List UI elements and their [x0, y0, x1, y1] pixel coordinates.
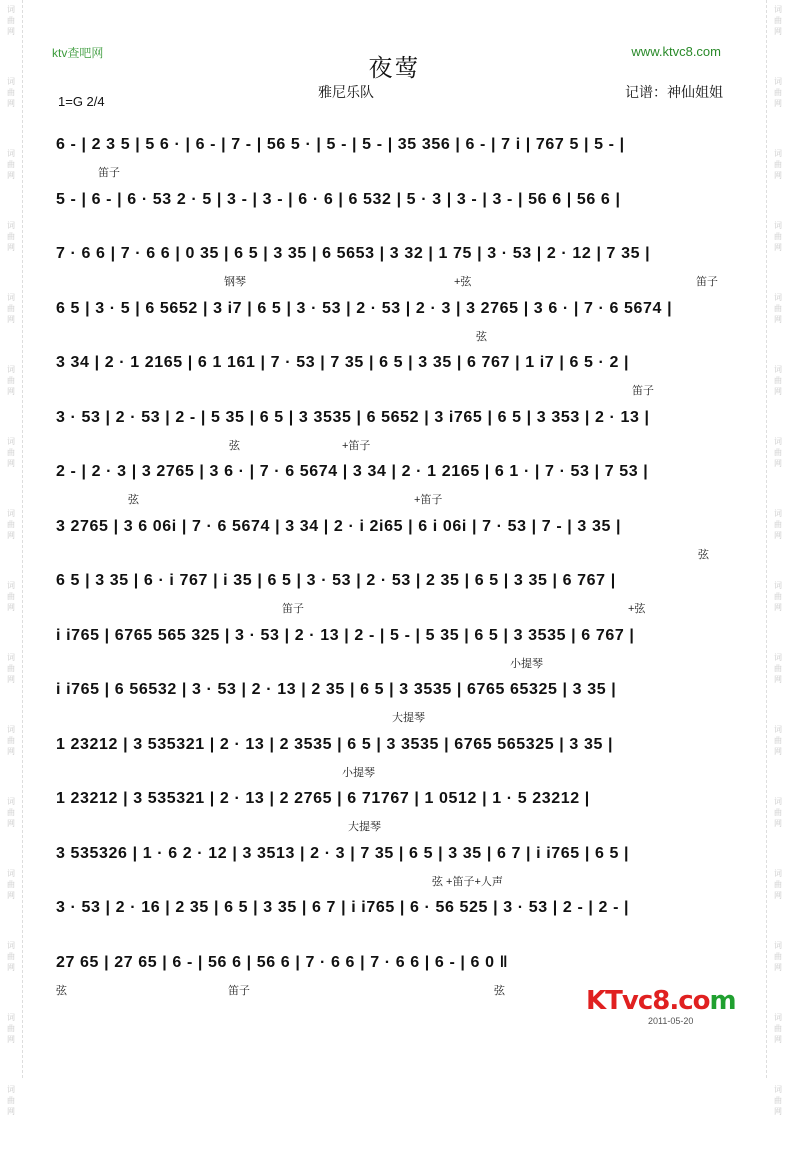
note-sequence: 1 23212 | 3 535321 | 2 · 13 | 2 3535 | 6 5 | 3 3535 | 6765 565325 | 3 35 | [56, 735, 614, 753]
watermark-strip-left [0, 0, 23, 1116]
watermark-mark: 词 曲 网 [774, 77, 782, 108]
watermark-mark: 词 曲 网 [774, 653, 782, 684]
instrument-label: +弦 [454, 276, 472, 288]
instrument-label: +弦 [628, 603, 646, 615]
instrument-label: 弦 [494, 984, 505, 997]
watermark-mark: 词 曲 网 [7, 437, 15, 468]
note-sequence: 6 - | 2 3 5 | 5 6 · | 6 - | 7 - | 56 5 · | 5 - | 5 - | 35 356 | 6 - | 7 i | 767 5 | 5 - | [56, 136, 625, 153]
note-sequence: 3 2765 | 3 6 06i | 7 · 6 5674 | 3 34 | 2 · i 2i65 | 6 i 06i | 7 · 53 | 7 - | 3 35 | [56, 517, 622, 535]
note-sequence: 6 5 | 3 · 5 | 6 5652 | 3 i7 | 6 5 | 3 · 53 | 2 · 53 | 2 · 3 | 3 2765 | 3 6 · | 7 · 6 5674 | [56, 299, 673, 317]
watermark-mark: 词 曲 网 [774, 1013, 782, 1044]
watermark-mark: 词 曲 网 [774, 797, 782, 828]
instrument-label: 笛子 [282, 603, 304, 615]
score-line [56, 728, 732, 783]
watermark-mark: 词 曲 网 [774, 869, 782, 900]
watermark-mark: 词 曲 网 [774, 365, 782, 396]
note-sequence: i i765 | 6765 565 325 | 3 · 53 | 2 · 13 | 2 - | 5 - | 5 35 | 6 5 | 3 3535 | 6 767 | [56, 626, 635, 644]
watermark-mark: 词 曲 网 [774, 437, 782, 468]
note-sequence: 27 65 | 27 65 | 6 - | 56 6 | 56 6 | 7 · 6 6 | 7 · 6 6 | 6 - | 6 0 ‖ [56, 953, 509, 971]
instrument-label: 笛子 [98, 167, 120, 179]
score-line [56, 292, 732, 347]
watermark-mark: 词 曲 网 [7, 1013, 15, 1044]
note-sequence: 3 · 53 | 2 · 16 | 2 35 | 6 5 | 3 35 | 6 7 | i i765 | 6 · 56 525 | 3 · 53 | 2 - | 2 - | [56, 899, 630, 916]
logo-date: 2011-05-20 [648, 1016, 694, 1026]
watermark-mark: 词 曲 网 [7, 5, 15, 36]
watermark-mark: 词 曲 网 [774, 221, 782, 252]
instrument-label: 小提琴 [342, 766, 375, 779]
note-sequence: 3 34 | 2 · 1 2165 | 6 1 161 | 7 · 53 | 7 35 | 6 5 | 3 35 | 6 767 | 1 i7 | 6 5 · 2 | [56, 354, 630, 371]
artist-name: 雅尼乐队 [318, 84, 374, 100]
instrument-label: 弦 [56, 984, 67, 997]
score-line [56, 510, 732, 565]
instrument-label: 弦 [476, 330, 487, 343]
instrument-label: 弦 [698, 548, 709, 561]
score-line [56, 564, 732, 619]
watermark-mark: 词 曲 网 [7, 1085, 15, 1116]
logo-text-red: KTvc8.co [586, 986, 710, 1016]
watermark-mark: 词 曲 网 [7, 581, 15, 612]
note-sequence: 1 23212 | 3 535321 | 2 · 13 | 2 2765 | 6 71767 | 1 0512 | 1 · 5 23212 | [56, 790, 590, 807]
score-line [56, 619, 732, 674]
watermark-mark: 词 曲 网 [7, 77, 15, 108]
song-title: 夜莺 [368, 55, 421, 82]
score-line [56, 837, 732, 892]
note-sequence: i i765 | 6 56532 | 3 · 53 | 2 · 13 | 2 35 | 6 5 | 3 3535 | 6765 65325 | 3 35 | [56, 681, 617, 698]
jianpu-score [56, 128, 732, 1000]
instrument-label: 弦 [229, 439, 240, 452]
instrument-label: 笛子 [632, 385, 654, 397]
watermark-mark: 词 曲 网 [774, 149, 782, 180]
watermark-mark: 词 曲 网 [774, 941, 782, 972]
watermark-mark: 词 曲 网 [774, 509, 782, 540]
note-sequence: 5 - | 6 - | 6 · 53 2 · 5 | 3 - | 3 - | 6 · 6 | 6 532 | 5 · 3 | 3 - | 3 - | 56 6 | 56 6 | [56, 190, 621, 208]
site-name[interactable]: ktv查吧网 [52, 46, 104, 60]
watermark-mark: 词 曲 网 [7, 149, 15, 180]
watermark-mark: 词 曲 网 [7, 653, 15, 684]
score-line [56, 455, 732, 510]
logo-wordmark [586, 986, 736, 1016]
logo-text-green: m [709, 986, 736, 1016]
watermark-mark: 词 曲 网 [7, 293, 15, 324]
watermark-mark: 词 曲 网 [7, 869, 15, 900]
watermark-mark: 词 曲 网 [774, 1085, 782, 1116]
key-signature: 1=G 2/4 [58, 94, 105, 109]
instrument-label: 弦 [128, 494, 139, 506]
score-line [56, 891, 732, 946]
watermark-mark: 词 曲 网 [774, 5, 782, 36]
watermark-mark: 词 曲 网 [7, 509, 15, 540]
watermark-mark: 词 曲 网 [7, 221, 15, 252]
note-sequence: 3 535326 | 1 · 6 2 · 12 | 3 3513 | 2 · 3 | 7 35 | 6 5 | 3 35 | 6 7 | i i765 | 6 5 | [56, 844, 630, 862]
watermark-mark: 词 曲 网 [7, 725, 15, 756]
note-sequence: 2 - | 2 · 3 | 3 2765 | 3 6 · | 7 · 6 5674 | 3 34 | 2 · 1 2165 | 6 1 · | 7 · 53 | 7 53 | [56, 463, 649, 480]
score-line [56, 401, 732, 456]
score-line [56, 346, 732, 401]
site-url[interactable]: www.ktvc8.com [631, 44, 721, 59]
instrument-label: +笛子 [414, 494, 443, 506]
score-line [56, 782, 732, 837]
note-sequence: 3 · 53 | 2 · 53 | 2 - | 5 35 | 6 5 | 3 3535 | 6 5652 | 3 i765 | 6 5 | 3 353 | 2 · 13 | [56, 408, 650, 426]
watermark-mark: 词 曲 网 [774, 293, 782, 324]
watermark-mark: 词 曲 网 [774, 725, 782, 756]
instrument-label: 小提琴 [510, 657, 543, 670]
instrument-label: 大提琴 [348, 821, 381, 833]
instrument-label: 弦 +笛子+人声 [432, 875, 503, 888]
watermark-strip-right [766, 0, 789, 1116]
score-line [56, 128, 732, 183]
watermark-mark: 词 曲 网 [774, 581, 782, 612]
instrument-label: 笛子 [228, 984, 250, 997]
note-sequence: 7 · 6 6 | 7 · 6 6 | 0 35 | 6 5 | 3 35 | 6 5653 | 3 32 | 1 75 | 3 · 53 | 2 · 12 | 7 35 | [56, 245, 651, 262]
score-line [56, 237, 732, 292]
score-line [56, 673, 732, 728]
instrument-label: 钢琴 [224, 276, 246, 288]
instrument-label: +笛子 [342, 439, 371, 452]
score-line [56, 183, 732, 238]
note-sequence: 6 5 | 3 35 | 6 · i 767 | i 35 | 6 5 | 3 · 53 | 2 · 53 | 2 35 | 6 5 | 3 35 | 6 767 | [56, 572, 616, 589]
ktv-logo [586, 986, 736, 1046]
transcriber-credit: 记谱：神仙姐姐 [625, 84, 723, 100]
watermark-mark: 词 曲 网 [7, 365, 15, 396]
watermark-mark: 词 曲 网 [7, 797, 15, 828]
watermark-mark: 词 曲 网 [7, 941, 15, 972]
instrument-label: 大提琴 [392, 712, 425, 724]
instrument-label: 笛子 [696, 276, 718, 288]
